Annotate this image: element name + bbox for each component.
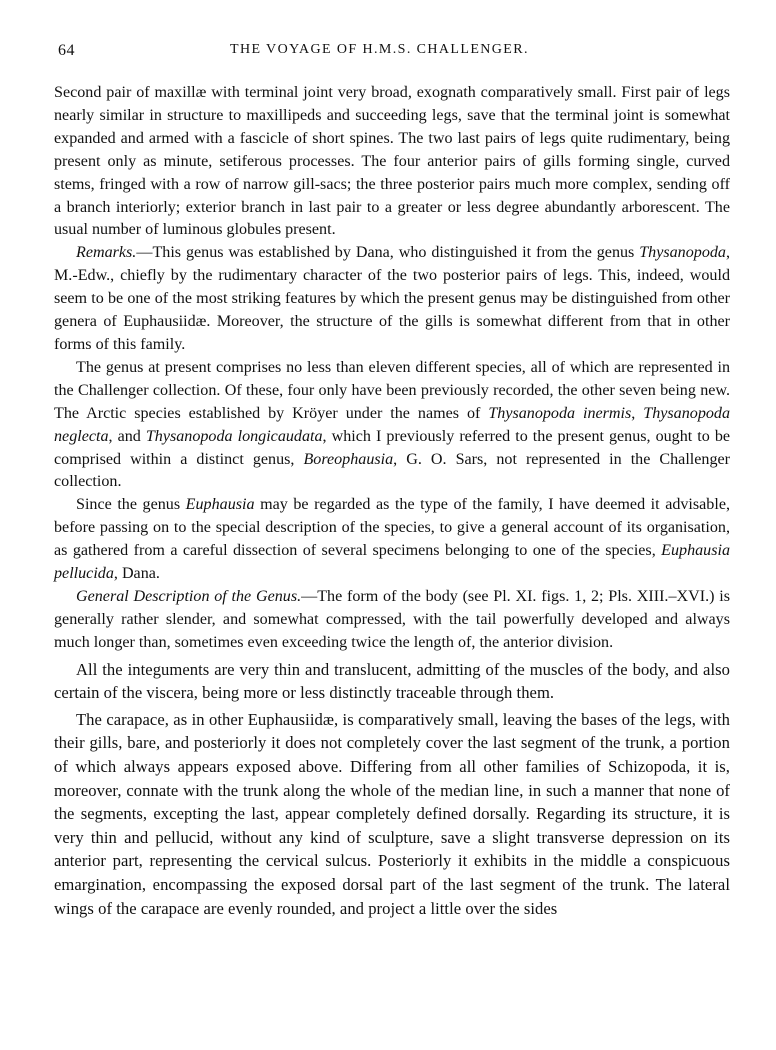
paragraph-text: Second pair of maxillæ with terminal joint very broad, exognath comparatively small. First pair of legs nearly similar in structure to maxillipeds and succeeding legs, save that the terminal joint is somewhat expanded and armed with a fascicle of short spines. The two last pairs of legs quite rudimentary, being present only as minute, setiferous processes. The four anterior pairs of gills forming single, curved stems, fringed with a row of narrow gill-sacs; the three posterior pairs much more complex, sending off a branch interiorly; exterior branch in last pair to a greater or less degree abundantly arborescent. The usual number of luminous globules present. <box>54 84 730 239</box>
paragraph-text: may be regarded as the type of the family, I have deemed it advisable, before passing on to the special description of the species, to give a general account of its organisation, as gathered from a careful dissection of several specimens belonging to one of the species, <box>54 496 730 560</box>
paragraph-text: The genus at present comprises no less than eleven different species, all of which are represented in the Challenger collection. Of these, four only have been previously recorded, the other seven being new. The Arctic species established by Kröyer under the names of <box>54 358 730 422</box>
body-text <box>54 82 730 920</box>
page <box>54 42 730 920</box>
page-number: 64 <box>58 42 75 59</box>
paragraph-text: —This genus was established by Dana, who distinguished it from the genus <box>136 244 640 262</box>
paragraph-text: The carapace, as in other Euphausiidæ, is comparatively small, leaving the bases of the legs, with their gills, bare, and posteriorly it does not completely cover the last segment of the trunk, a portion of which always appears exposed above. Differing from all other families of Schizopoda, it is, moreover, connate with the trunk along the whole of the median line, in such a manner that none of the segments, excepting the last, appear completely defined dorsally. Regarding its structure, it is very thin and pellucid, without any kind of sculpture, save a slight transverse depression on its anterior part, representing the cervical sulcus. Posteriorly it exhibits in the middle a conspicuous emargination, encompassing the exposed dorsal part of the last segment of the trunk. The lateral wings of the carapace are evenly rounded, and project a little over the sides <box>54 709 730 918</box>
paragraph-maxillae <box>54 82 730 242</box>
species-name: Thysanopoda longicaudata <box>145 427 323 445</box>
running-header <box>54 42 730 68</box>
paragraph-text: —The form of the body (see Pl. XI. figs. 1, 2; Pls. XIII.–XVI.) is generally rather slender, and somewhat compressed, with the tail powerfully developed and always much longer than, sometimes even exceeding twice the length of, the anterior division. <box>54 587 730 651</box>
paragraph-text: , M.-Edw., chiefly by the rudimentary character of the two posterior pairs of legs. This, indeed, would seem to be one of the most striking features by which the present genus may be distinguished from other genera of Euphausiidæ. Moreover, the structure of the gills is somewhat different from that in other forms of this family. <box>54 244 730 353</box>
paragraph-type-genus <box>54 494 730 586</box>
paragraph-text: Since the genus <box>76 496 186 514</box>
species-name: Thysanopoda neglecta <box>54 404 731 445</box>
paragraph-text: , G. O. Sars, not represented in the Challenger collection. <box>54 450 731 491</box>
remarks-heading: Remarks. <box>76 244 137 262</box>
paragraph-species-count <box>54 357 730 494</box>
separator: , and <box>108 427 146 445</box>
running-title: THE VOYAGE OF H.M.S. CHALLENGER. <box>230 42 529 57</box>
paragraph-carapace <box>54 708 730 920</box>
genus-name: Euphausia <box>185 496 255 514</box>
paragraph-text: , Dana. <box>113 565 160 583</box>
paragraph-text: , which I previously referred to the present genus, ought to be comprised within a distinct genus, <box>54 427 731 468</box>
separator: , <box>631 404 644 422</box>
genus-name: Thysanopoda <box>639 244 726 262</box>
section-heading: General Description of the Genus. <box>76 587 302 605</box>
paragraph-text: All the integuments are very thin and translucent, admitting of the muscles of the body, and also certain of the viscera, being more or less distinctly traceable through them. <box>54 659 730 703</box>
paragraph-general-description <box>54 586 730 655</box>
species-name: Euphausia pellucida <box>54 542 730 583</box>
paragraph-remarks <box>54 242 730 357</box>
paragraph-integuments <box>54 658 730 705</box>
genus-name: Boreophausia <box>303 450 394 468</box>
species-name: Thysanopoda inermis <box>488 404 632 422</box>
